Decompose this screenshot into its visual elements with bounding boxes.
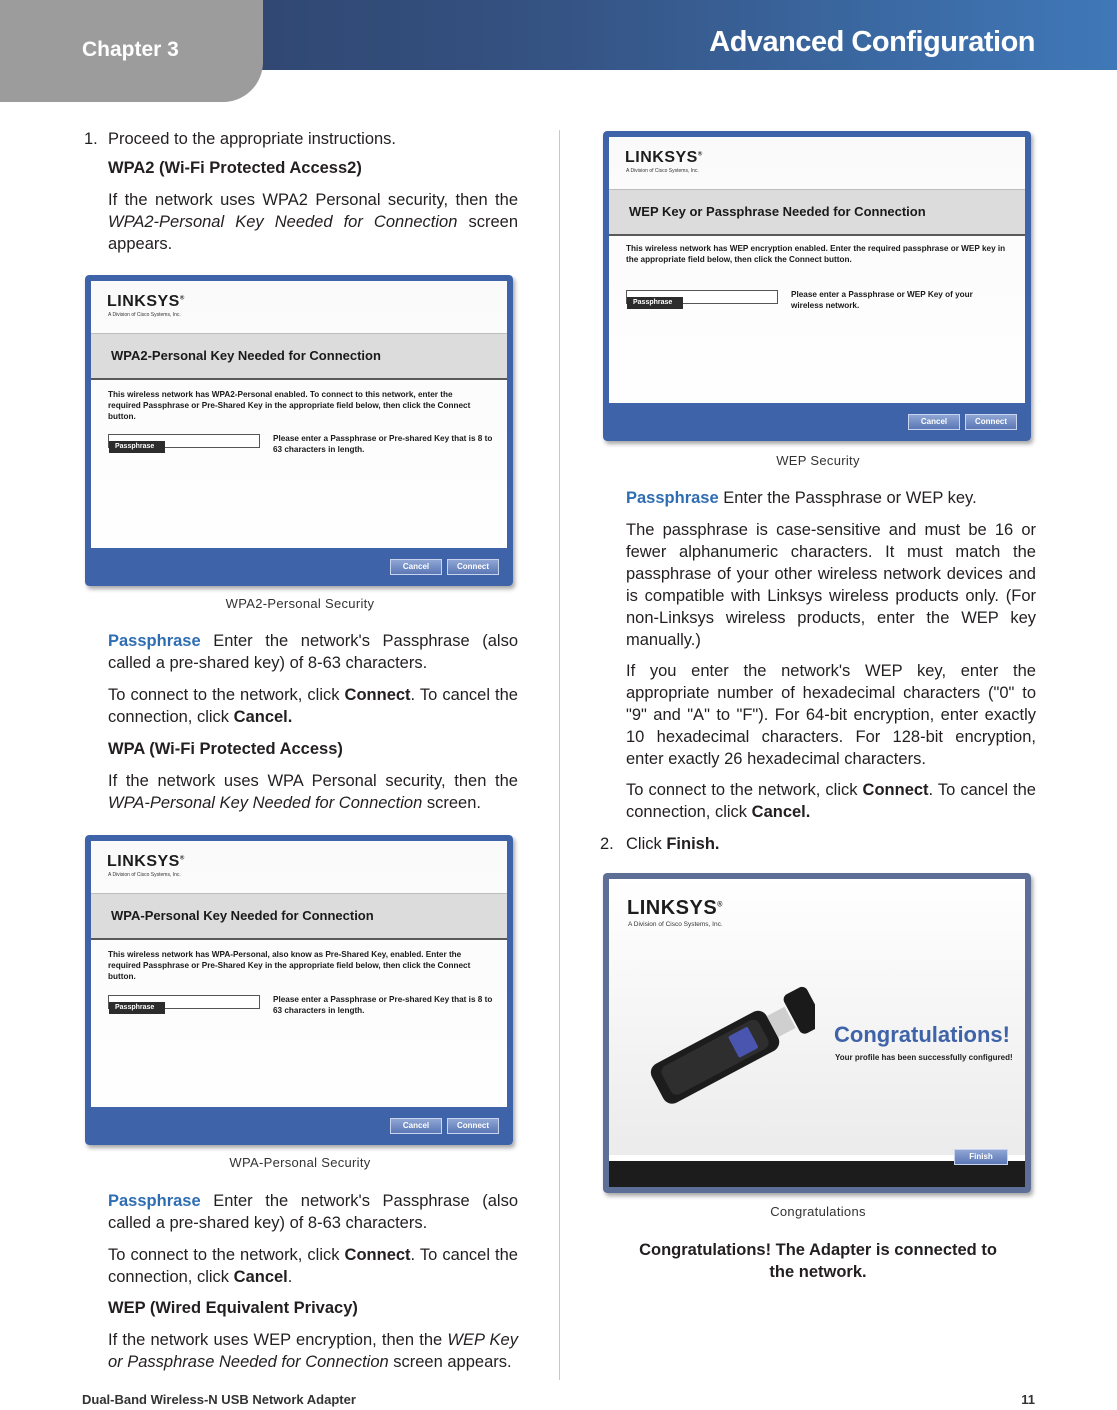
linksys-logo-sub: A Division of Cisco Systems, Inc. (628, 921, 723, 928)
connect-paragraph-1: To connect to the network, click Connect. To cancel the connection, click Cancel. (108, 686, 518, 726)
congratulations-screenshot (603, 873, 1031, 1193)
wep-paragraph: If the network uses WEP encryption, then the WEP Key or Passphrase Needed for Connection screen appears. (108, 1331, 518, 1371)
wep-screenshot (603, 131, 1031, 441)
caption-wep: WEP Security (776, 453, 860, 468)
linksys-logo: LINKSYS® (107, 853, 185, 870)
cancel-button[interactable]: Cancel (390, 1118, 442, 1134)
hex-paragraph: If you enter the network's WEP key, enter the appropriate number of hexadecimal characters ("0" to "9" and "A" to "F"). For 64-bit encryption, enter exactly 10 hexadecimal characters. For 128-bit encryption, enter exactly 26 hexadecimal characters. (626, 662, 1036, 768)
passphrase-hint: Please enter a Passphrase or Pre-shared Key that is 8 to 63 characters in length. (273, 434, 493, 454)
screen-title: WPA2-Personal Key Needed for Connection (111, 348, 381, 363)
linksys-logo-sub: A Division of Cisco Systems, Inc. (108, 872, 181, 878)
wpa-paragraph: If the network uses WPA Personal security, then the WPA-Personal Key Needed for Connection screen. (108, 772, 518, 812)
passphrase-input[interactable]: Passphrase (626, 290, 778, 304)
screen-footer (609, 403, 1025, 435)
connect-button[interactable]: Connect (447, 559, 499, 575)
caption-congratulations: Congratulations (770, 1204, 866, 1219)
passphrase-paragraph-1: Passphrase Enter the network's Passphrase (also called a pre-shared key) of 8-63 characters. (108, 632, 518, 672)
screen-description: This wireless network has WEP encryption enabled. Enter the required passphrase or WEP key in the appropriate field below, then click the Connect button. (626, 244, 1006, 264)
screen-title: WEP Key or Passphrase Needed for Connection (629, 204, 926, 219)
column-divider (559, 130, 560, 1380)
connect-button[interactable]: Connect (965, 414, 1017, 430)
linksys-logo: LINKSYS® (627, 897, 723, 919)
passphrase-paragraph-2: Passphrase Enter the network's Passphrase (also called a pre-shared key) of 8-63 characters. (108, 1192, 518, 1232)
passphrase-hint: Please enter a Passphrase or Pre-shared Key that is 8 to 63 characters in length. (273, 995, 493, 1015)
linksys-logo: LINKSYS® (625, 149, 703, 166)
step-2-text: Click Finish. (626, 835, 720, 853)
screen-title-band (609, 189, 1025, 236)
step-1-text: Proceed to the appropriate instructions. (108, 130, 397, 148)
caption-wpa2: WPA2-Personal Security (225, 596, 375, 611)
congrats-title: Congratulations! (834, 1022, 1010, 1047)
usb-adapter-image (635, 979, 815, 1109)
screen-description: This wireless network has WPA-Personal, also know as Pre-Shared Key, enabled. Enter the required Passphrase or Pre-Shared Key in the appropriate field below, then click the Connect button. (108, 950, 471, 981)
linksys-logo-sub: A Division of Cisco Systems, Inc. (108, 312, 181, 318)
screen-footer (91, 1107, 507, 1139)
connect-paragraph-3: To connect to the network, click Connect. To cancel the connection, click Cancel. (626, 781, 1036, 821)
passphrase-hint: Please enter a Passphrase or WEP Key of your wireless network. (791, 290, 973, 310)
cancel-button[interactable]: Cancel (908, 414, 960, 430)
congrats-subtitle: Your profile has been successfully configured! (835, 1053, 1013, 1062)
footer-product-name: Dual-Band Wireless-N USB Network Adapter (82, 1392, 356, 1407)
screen-title: WPA-Personal Key Needed for Connection (111, 908, 374, 923)
passphrase-input[interactable]: Passphrase (108, 434, 260, 448)
wpa-heading: WPA (Wi-Fi Protected Access) (108, 740, 343, 758)
case-sensitive-paragraph: The passphrase is case-sensitive and must be 16 or fewer alphanumeric characters. It must match the passphrase of your other wireless network devices and is compatible with Linksys wireless products only. (For non-Linksys wireless products, enter the WEP key manually.) (626, 521, 1036, 649)
wpa2-paragraph: If the network uses WPA2 Personal security, then the WPA2-Personal Key Needed for Connection screen appears. (108, 191, 519, 253)
footer-page-number: 11 (1021, 1392, 1035, 1407)
wpa-screenshot (85, 835, 513, 1145)
screen-footer (91, 548, 507, 580)
section-title: Advanced Configuration (709, 26, 1035, 58)
cancel-button[interactable]: Cancel (390, 559, 442, 575)
finish-button[interactable]: Finish (954, 1149, 1008, 1165)
step-2-number: 2. (600, 835, 614, 853)
chapter-label: Chapter 3 (82, 38, 179, 61)
connect-button[interactable]: Connect (447, 1118, 499, 1134)
passphrase-paragraph-3: Passphrase Enter the Passphrase or WEP key. (626, 489, 977, 507)
wpa2-screenshot (85, 275, 513, 586)
wep-heading: WEP (Wired Equivalent Privacy) (108, 1299, 358, 1317)
passphrase-input[interactable]: Passphrase (108, 995, 260, 1009)
screen-title-band (91, 893, 507, 940)
final-message: Congratulations! The Adapter is connected to the network. (639, 1241, 997, 1281)
linksys-logo: LINKSYS® (107, 293, 185, 310)
wpa2-heading: WPA2 (Wi-Fi Protected Access2) (108, 159, 362, 177)
caption-wpa: WPA-Personal Security (229, 1155, 371, 1170)
screen-description: This wireless network has WPA2-Personal enabled. To connect to this network, enter the required Passphrase or Pre-Shared Key in the appropriate field below, then click the Connect button. (108, 390, 471, 421)
linksys-logo-sub: A Division of Cisco Systems, Inc. (626, 168, 699, 174)
screen-title-band (91, 333, 507, 380)
connect-paragraph-2: To connect to the network, click Connect. To cancel the connection, click Cancel. (108, 1246, 518, 1286)
step-1-number: 1. (84, 130, 98, 148)
